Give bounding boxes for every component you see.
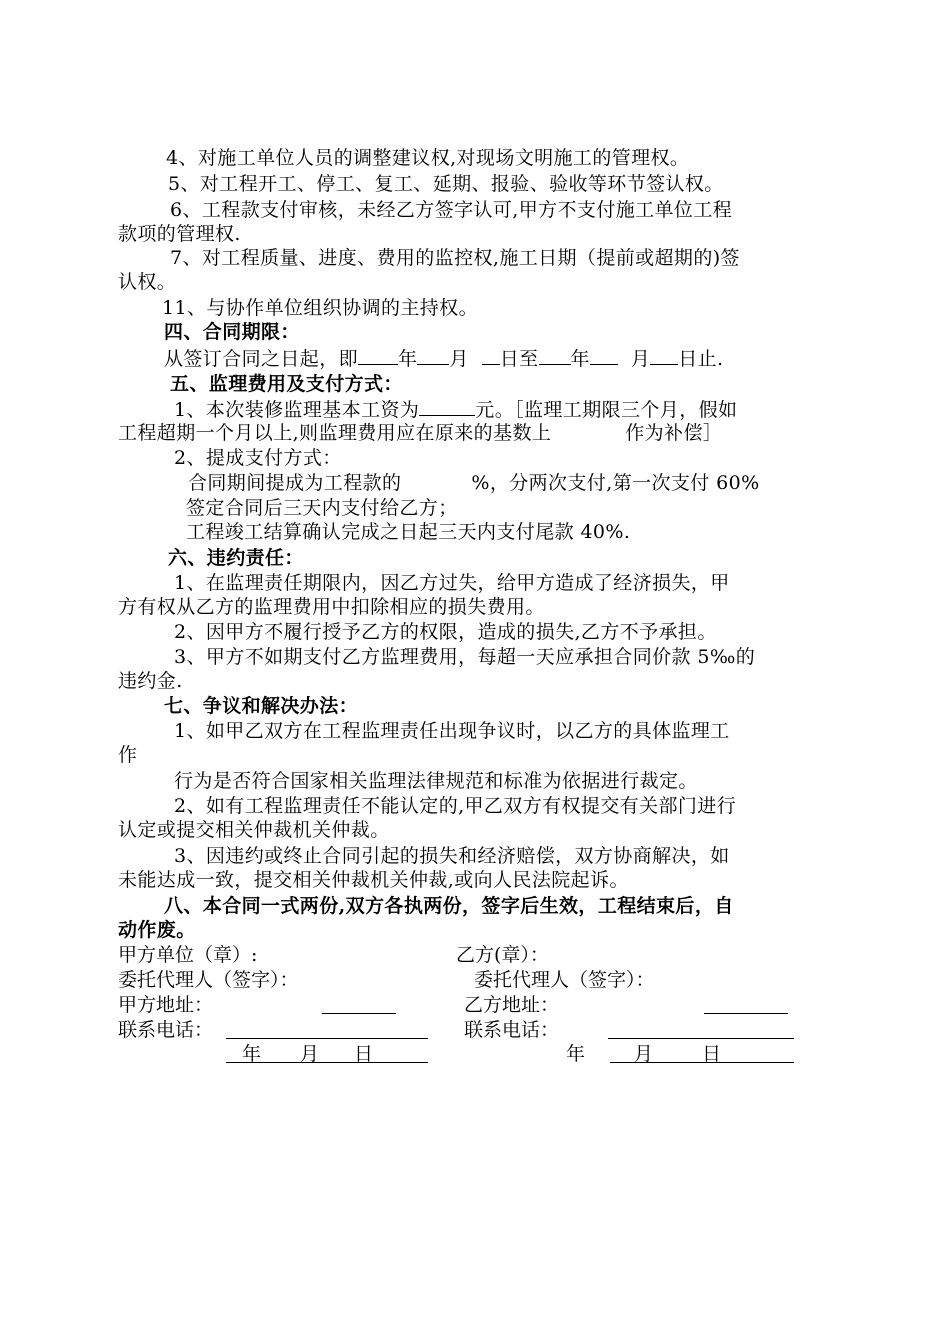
breach-line-5: 违约金.	[118, 670, 183, 692]
blank-end-day	[650, 346, 678, 365]
dispute-line-5: 认定或提交相关仲裁机关仲裁。	[118, 819, 390, 841]
fee-line-4: 合同期间提成为工程款的 %，分两次支付,第一次支付 60%	[188, 472, 760, 494]
fee-line-5: 签定合同后三天内支付给乙方；	[186, 497, 458, 519]
agent-b-label: 委托代理人（签字）：	[474, 969, 655, 991]
breach-line-2: 方有权从乙方的监理费用中扣除相应的损失费用。	[118, 596, 545, 618]
blank-end-month	[590, 346, 618, 365]
blank-start-year	[358, 346, 398, 365]
contract-term-line: 从签订合同之日起，即 年 月 日至 年 月 日止.	[164, 348, 724, 370]
date-b-year: 年	[566, 1043, 586, 1065]
date-a-year: 年	[242, 1043, 262, 1065]
clause-right-6-cont: 款项的管理权.	[118, 223, 241, 245]
blank-start-month	[417, 346, 449, 365]
date-b-day: 日	[702, 1043, 722, 1065]
fee-line-2: 工程超期一个月以上,则监理费用应在原来的基数上 作为补偿］	[118, 422, 723, 444]
section-4-heading: 四、合同期限：	[164, 321, 300, 343]
address-b-line	[704, 1013, 788, 1014]
dispute-line-2: 作	[118, 744, 138, 766]
clause-right-7-cont: 认权。	[118, 271, 177, 293]
phone-a-label: 联系电话：	[118, 1019, 214, 1041]
phone-a-line	[226, 1038, 428, 1039]
blank-fee	[419, 397, 475, 416]
dispute-line-4: 2、如有工程监理责任不能认定的,甲乙双方有权提交有关部门进行	[174, 795, 737, 817]
section-5-heading: 五、监理费用及支付方式：	[170, 373, 403, 395]
date-a-month: 月	[300, 1043, 320, 1065]
breach-line-3: 2、因甲方不履行授予乙方的权限，造成的损失,乙方不予承担。	[174, 621, 717, 643]
clause-right-6: 6、工程款支付审核，未经乙方签字认可,甲方不支付施工单位工程	[170, 199, 733, 221]
section-6-heading: 六、违约责任：	[168, 547, 304, 569]
fee-line-3: 2、提成支付方式：	[174, 447, 342, 469]
date-a-day: 日	[354, 1043, 374, 1065]
party-b-label: 乙方(章）：	[456, 944, 549, 966]
dispute-line-3: 行为是否符合国家相关监理法律规范和标准为依据进行裁定。	[174, 770, 698, 792]
dispute-line-1: 1、如甲乙双方在工程监理责任出现争议时，以乙方的具体监理工	[174, 720, 730, 742]
dispute-line-6: 3、因违约或终止合同引起的损失和经济赔偿，双方协商解决，如	[174, 845, 730, 867]
section-8-line-1: 八、本合同一式两份,双方各执两份，签字后生效，工程结束后，自	[164, 895, 734, 917]
address-a-line	[322, 1013, 396, 1014]
address-a-label: 甲方地址：	[118, 994, 214, 1016]
clause-right-4: 4、对施工单位人员的调整建议权,对现场文明施工的管理权。	[166, 147, 690, 169]
date-b-month: 月	[634, 1043, 654, 1065]
breach-line-4: 3、甲方不如期支付乙方监理费用，每超一天应承担合同价款 5‰的	[174, 646, 756, 668]
fee-line-6: 工程竣工结算确认完成之日起三天内支付尾款 40%.	[186, 521, 631, 543]
address-b-label: 乙方地址：	[464, 994, 560, 1016]
phone-b-line	[608, 1038, 794, 1039]
section-8-line-2: 动作废。	[118, 919, 196, 941]
dispute-line-7: 未能达成一致，提交相关仲裁机关仲裁,或向人民法院起诉。	[118, 869, 629, 891]
phone-b-label: 联系电话：	[464, 1019, 560, 1041]
blank-end-year	[539, 346, 571, 365]
clause-right-5: 5、对工程开工、停工、复工、延期、报验、验收等环节签认权。	[168, 173, 724, 195]
clause-right-7: 7、对工程质量、进度、费用的监控权,施工日期（提前或超期的)签	[170, 247, 740, 269]
agent-a-label: 委托代理人（签字）：	[118, 969, 299, 991]
breach-line-1: 1、在监理责任期限内，因乙方过失，给甲方造成了经济损失，甲	[174, 572, 730, 594]
fee-line-1: 1、本次装修监理基本工资为 元。［监理工期限三个月，假如	[174, 399, 738, 421]
party-a-unit-label: 甲方单位（章）:	[118, 944, 258, 966]
section-7-heading: 七、争议和解决办法：	[164, 695, 359, 717]
blank-start-day	[482, 346, 500, 365]
clause-right-11: 11、与协作单位组织协调的主持权。	[162, 297, 478, 319]
